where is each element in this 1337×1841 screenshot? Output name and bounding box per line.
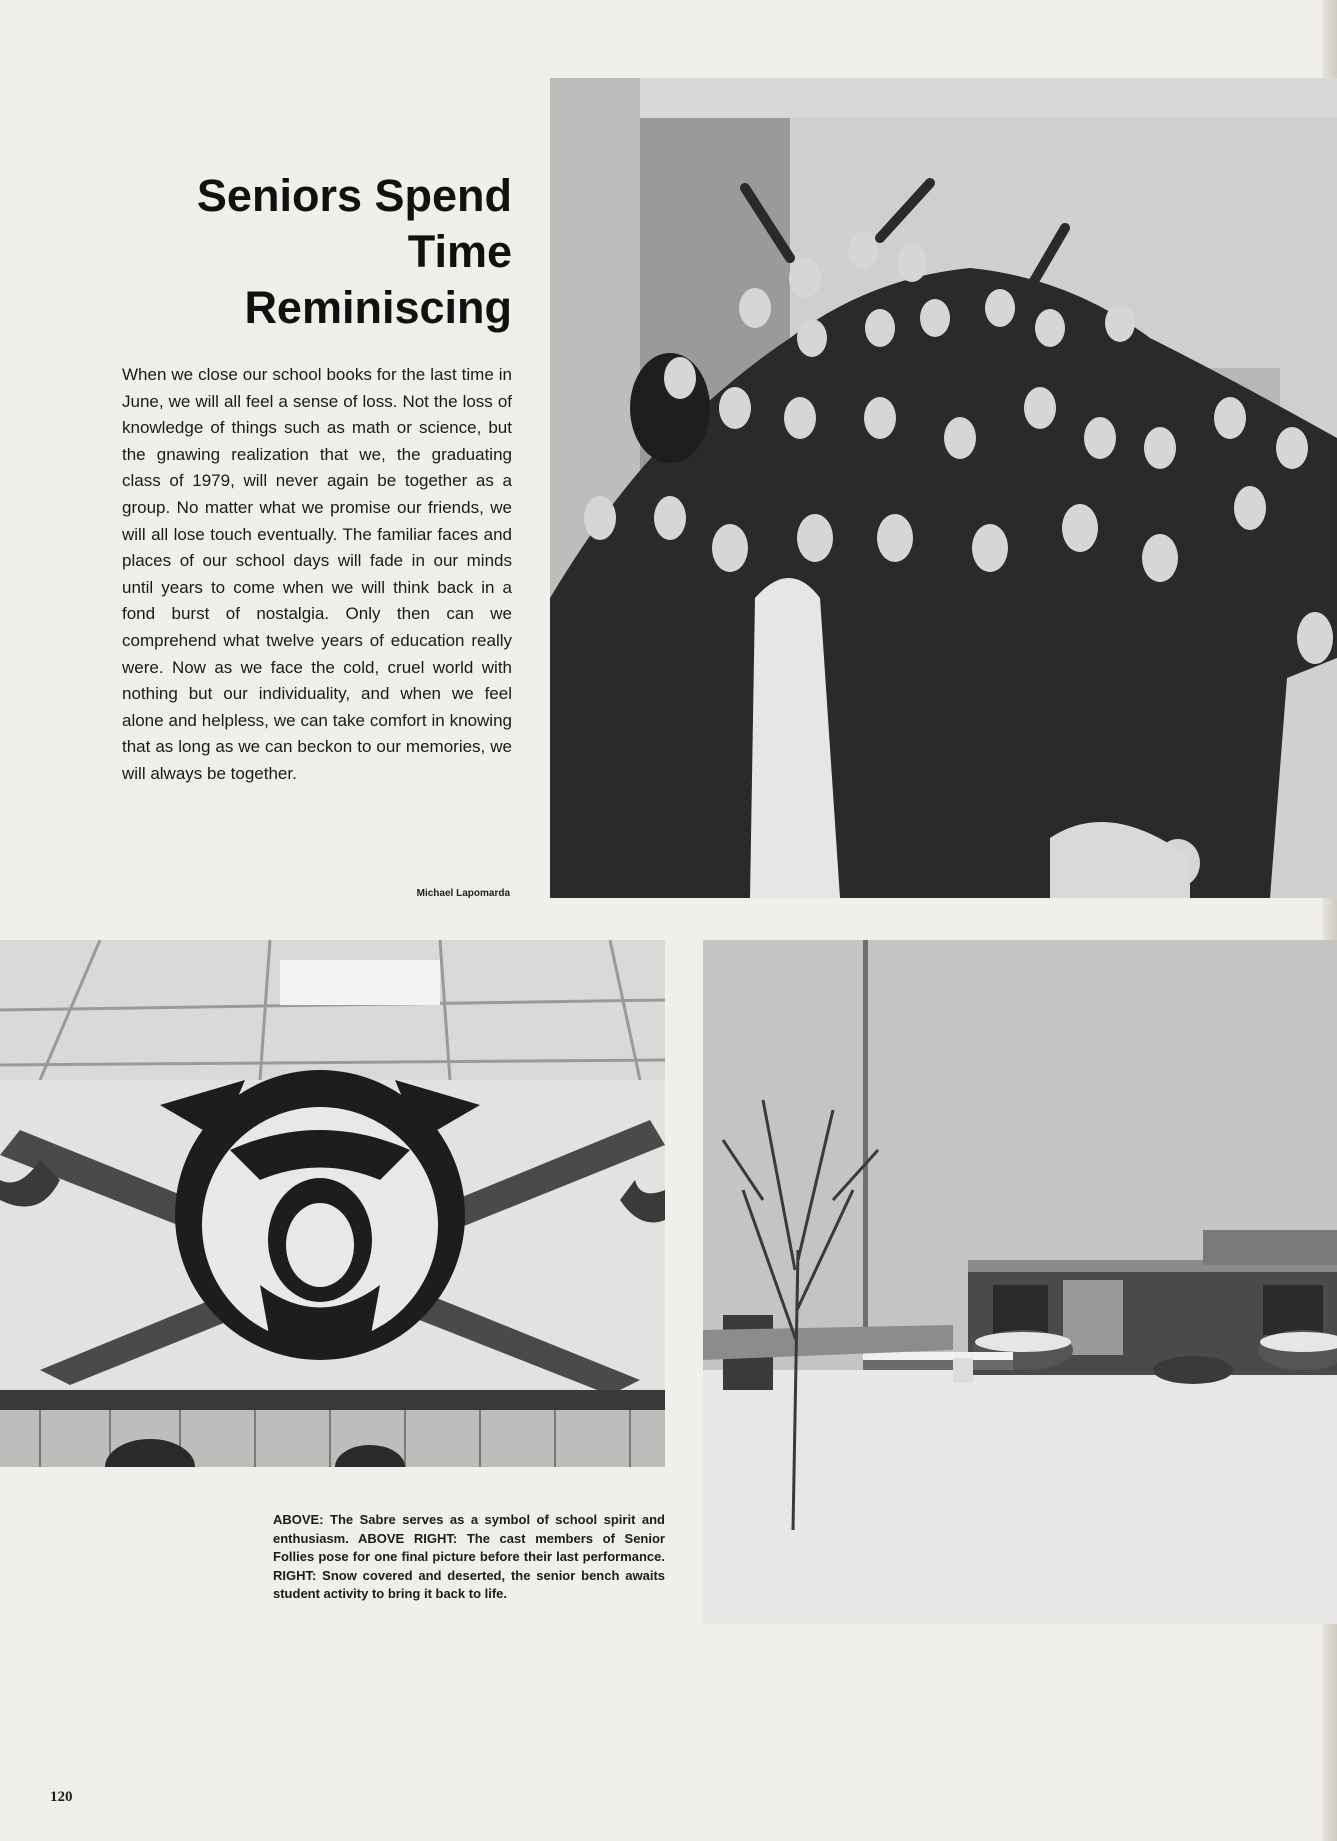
- photo-caption: ABOVE: The Sabre serves as a symbol of school spirit and enthusiasm. ABOVE RIGHT: The cast members of Senior Follies pose for one final picture before their last performance. RIGHT: Snow covered and deserted, the senior bench awaits student activity to bring it back to life.: [273, 1512, 665, 1601]
- snow-senior-bench-photo: [703, 940, 1337, 1624]
- title-line-2: Time: [407, 226, 512, 277]
- title-line-3: Reminiscing: [244, 282, 512, 333]
- page-number: 120: [50, 1789, 73, 1805]
- article-byline: Michael Lapomarda: [416, 888, 510, 899]
- sabre-mascot-mural-photo: [0, 940, 665, 1467]
- snow-photo-illustration: [703, 940, 1337, 1624]
- article-body: When we close our school books for the last time in June, we will all feel a sense of loss. Not the loss of knowledge of things such as math or science, but the gnawing realization that we, the graduating class of 1979, will never again be together as a group. No matter what we promise our friends, we will all lose touch eventually. The familiar faces and places of our school days will fade in our minds until years to come when we will think back in a fond burst of nostalgia. Only then can we comprehend what twelve years of education really were. Now as we face the cold, cruel world with nothing but our individuality, and when we feel alone and helpless, we can take comfort in knowing that as long as we can beckon to our memories, we will always be together.: [122, 365, 512, 783]
- senior-follies-group-photo: [550, 78, 1337, 898]
- title-line-1: Seniors Spend: [196, 170, 512, 221]
- mascot-photo-illustration: [0, 940, 665, 1467]
- group-photo-illustration: [550, 78, 1337, 898]
- article-title: [120, 168, 512, 336]
